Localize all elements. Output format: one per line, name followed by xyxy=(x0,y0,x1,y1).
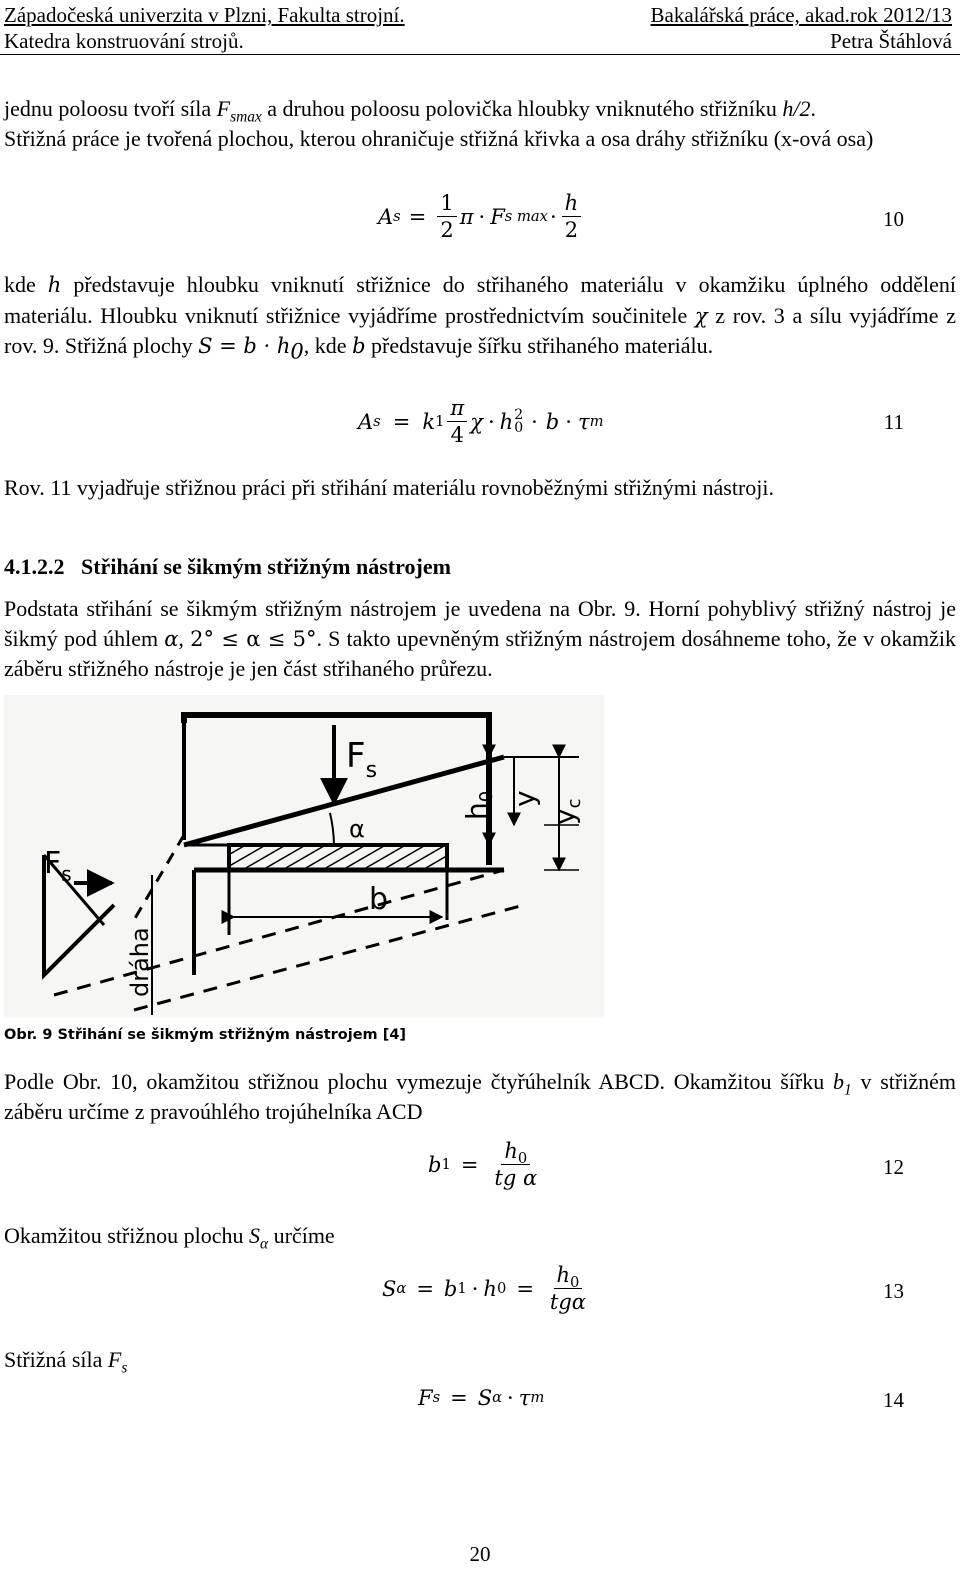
eq-sign: = xyxy=(416,1276,434,1301)
var-k: k xyxy=(422,409,436,434)
fraction xyxy=(562,190,582,243)
fraction xyxy=(547,1262,589,1315)
var-tau: τ xyxy=(577,409,590,434)
text: Okamžitou střižnou plochu xyxy=(4,1223,250,1248)
svg-text:dráha: dráha xyxy=(126,927,154,997)
frac-num: π xyxy=(447,395,467,422)
equation-13: S α = b 1 · h 0 = $\frac{h_0}{\text{tgα}}$ xyxy=(382,1262,592,1315)
angle-range: 2° ≤ α ≤ 5° xyxy=(190,626,317,651)
dot: · xyxy=(531,409,538,434)
sub-smax: smax xyxy=(230,108,262,126)
header-thesis: Bakalářská práce, akad.rok 2012/13 xyxy=(650,3,952,27)
eq-sign: = xyxy=(516,1276,534,1301)
var-b: b xyxy=(545,409,560,434)
frac-den: tg α xyxy=(494,1166,538,1190)
var-h2: h/2 xyxy=(782,96,811,121)
paragraph-7 xyxy=(4,1345,956,1375)
equation-number-12: 12 xyxy=(883,1155,904,1179)
header-author: Petra Štáhlová xyxy=(830,29,952,53)
section-number: 4.1.2.2 xyxy=(4,554,65,579)
fraction xyxy=(491,1138,540,1191)
frac-num: h xyxy=(504,1139,518,1163)
var-h: h xyxy=(483,1276,497,1301)
var-h: h xyxy=(47,273,62,297)
var-b: b xyxy=(833,1069,845,1094)
text: v střižném záběru určíme z pravoúhlého trojúhelníka ACD xyxy=(4,1069,956,1124)
eq-lhs: F xyxy=(418,1386,433,1410)
label-draha xyxy=(126,927,154,997)
text: Podstata střihání se šikmým střižným nástrojem je uvedena na Obr. 9. Horní pohyblivý střižný nástroj je šikmý pod úhlem xyxy=(4,596,956,651)
sub-0: 0 xyxy=(290,339,304,364)
eq-sign: = xyxy=(450,1386,468,1410)
equation-11: A s = k 1 $\frac{\pi}{4}$ χ · h 2 0 · b · τ m xyxy=(358,396,604,447)
dot: · xyxy=(487,409,495,434)
frac-num: h xyxy=(556,1263,571,1287)
header-left xyxy=(4,2,405,54)
var-alpha: α xyxy=(164,626,179,651)
text: určíme xyxy=(268,1223,335,1248)
paragraph-4 xyxy=(4,594,956,684)
frac-den: 2 xyxy=(564,218,579,242)
label-alpha: α xyxy=(349,815,365,843)
paragraph-3: Rov. 11 vyjadřuje střižnou práci při střihání materiálu rovnoběžnými střižnými nástroji. xyxy=(4,475,775,500)
text: Střižná práce je tvořená plochou, kterou ohraničuje střižná křivka a osa dráhy střižníku (x-ová osa) xyxy=(4,125,874,151)
sub-0: 0 xyxy=(570,1274,580,1292)
dot: · xyxy=(549,204,557,229)
sheet-material xyxy=(229,845,447,870)
figure-oblique-shear xyxy=(4,695,604,1018)
dot: · xyxy=(565,409,572,434)
dot: · xyxy=(478,204,486,229)
fraction xyxy=(437,190,456,243)
eq-lhs: b xyxy=(428,1152,442,1177)
text: kde xyxy=(4,272,48,297)
header-university: Západočeská univerzita v Plzni, Fakulta strojní. xyxy=(4,3,405,27)
header-right xyxy=(651,2,952,54)
eq-sign: = xyxy=(392,409,411,434)
var-S: S xyxy=(477,1386,493,1410)
eq-lhs: A xyxy=(378,204,394,229)
eq-sign: = xyxy=(408,204,427,229)
sup-sub xyxy=(514,406,524,436)
page-number: 20 xyxy=(469,1542,491,1566)
equation-14: F s = S α · τ m xyxy=(418,1386,545,1410)
text: představuje šířku střihaného materiálu. xyxy=(365,333,714,358)
paragraph-5 xyxy=(4,1067,956,1126)
var-F: F xyxy=(490,204,505,229)
fraction xyxy=(447,395,467,448)
equation-number-14: 14 xyxy=(883,1388,904,1412)
section-title: Střihání se šikmým střižným nástrojem xyxy=(81,554,451,579)
label-Fs-top: $F_s$ xyxy=(346,736,378,783)
label-b: b xyxy=(369,882,389,917)
expr-S: S = b · h xyxy=(198,334,291,358)
equation-number-11: 11 xyxy=(883,410,904,434)
paragraph-6 xyxy=(4,1221,956,1251)
text: Podle Obr. 10, okamžitou střižnou plochu vymezuje čtyřúhelník ABCD. Okamžitou šířku xyxy=(4,1069,834,1094)
sup-2: 2 xyxy=(514,406,524,423)
figure-caption: Obr. 9 Střihání se šikmým střižným nástrojem [4] xyxy=(4,1027,407,1043)
sub-0: 0 xyxy=(517,1150,528,1168)
text: . S takto upevněným střižným nástrojem dosáhneme toho, že v okamžik záběru střižného nástroje je jen část střihaného průřezu. xyxy=(4,625,957,681)
text: , kde xyxy=(303,333,353,358)
eq-sign: = xyxy=(460,1152,479,1177)
var-tau: τ xyxy=(518,1386,531,1410)
text: , xyxy=(178,625,191,651)
equation-10: A s = $\frac{1}{2}$ π · F s max · $\frac{h}{2}$ xyxy=(378,190,584,243)
dot: · xyxy=(507,1386,514,1410)
header-rule xyxy=(0,54,960,55)
var-b: b xyxy=(443,1276,458,1301)
sub-0: 0 xyxy=(514,419,524,436)
sub-s: s xyxy=(121,1359,128,1377)
section-heading xyxy=(4,554,451,580)
var-F: F xyxy=(216,96,231,121)
svg-text:h0: $h_0$ xyxy=(460,790,497,820)
paragraph-2 xyxy=(4,270,956,362)
var-F: F xyxy=(107,1347,122,1372)
frac-num: h xyxy=(562,190,582,217)
frac-den: tgα xyxy=(549,1290,586,1314)
text: a druhou poloosu polovička hloubky vniknutého střižníku xyxy=(261,96,783,121)
text: představuje hloubku vniknutí střižnice do střihaného materiálu v okamžiku úplného oddělení materiálu. Hloubku vniknutí střižnice vyjádříme prostřednictvím součinitele xyxy=(4,272,956,328)
label-y xyxy=(508,790,541,807)
sub-1: 1 xyxy=(844,1081,852,1099)
var-S: S xyxy=(249,1223,261,1248)
frac-den: 2 xyxy=(440,218,454,242)
eq-lhs: S xyxy=(382,1276,397,1301)
header-department: Katedra konstruování strojů. xyxy=(4,29,244,53)
pi: π xyxy=(459,204,474,229)
equation-12: b 1 = $\frac{h_0}{\text{tg α}}$ xyxy=(428,1138,543,1191)
frac-den: 4 xyxy=(450,423,465,447)
var-b: b xyxy=(352,334,366,358)
text: Střižná síla xyxy=(4,1347,108,1372)
text: jednu poloosu tvoří síla xyxy=(4,96,217,121)
sub-alpha: α xyxy=(260,1235,269,1253)
text: z rov. 3 a sílu vyjádříme z rov. 9. Střižná plochy xyxy=(4,302,956,358)
svg-text:yc: $y_c$ xyxy=(548,798,585,825)
var-chi: χ xyxy=(694,303,708,328)
label-Fs-left: $F_s$ xyxy=(44,846,72,886)
frac-num: 1 xyxy=(437,190,456,217)
eq-lhs: A xyxy=(358,409,374,434)
paragraph-1 xyxy=(4,94,956,153)
text: . xyxy=(810,96,816,121)
equation-number-13: 13 xyxy=(883,1279,904,1303)
var-chi: χ xyxy=(470,409,483,434)
var-h: h xyxy=(499,409,514,434)
svg-text:y: y xyxy=(508,790,541,807)
equation-number-10: 10 xyxy=(883,207,904,231)
dot: · xyxy=(471,1276,479,1301)
